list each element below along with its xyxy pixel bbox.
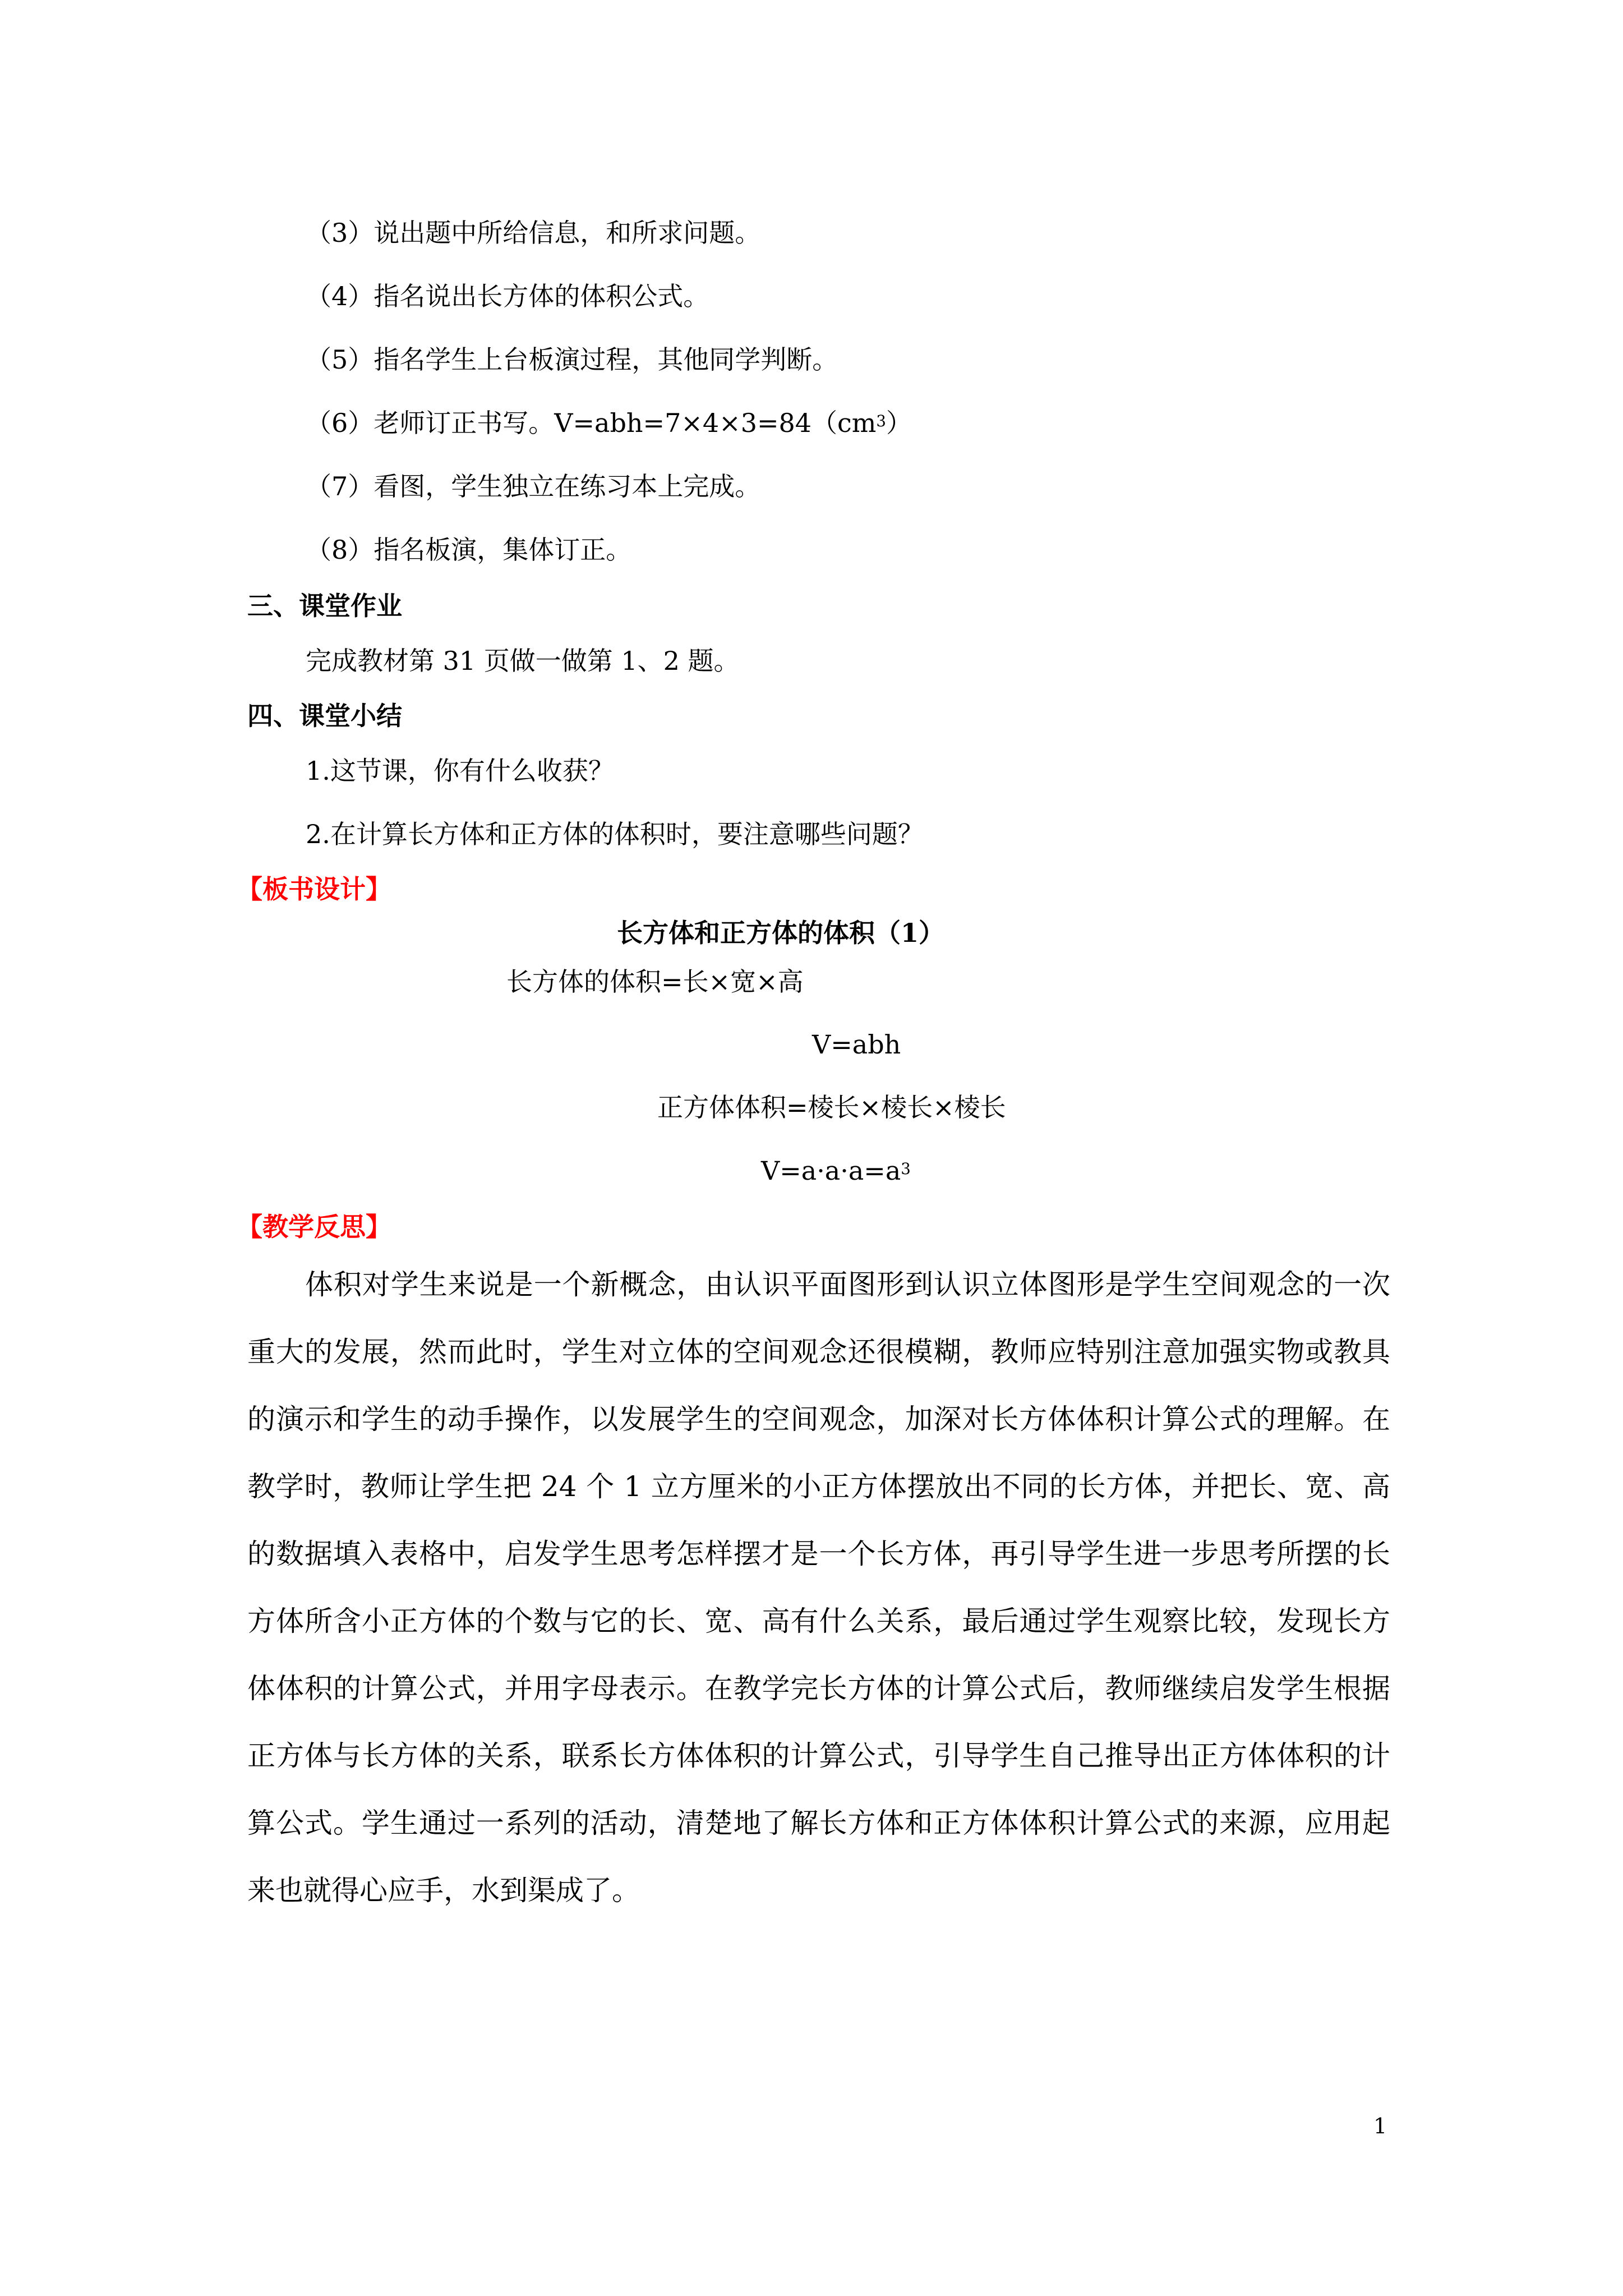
step-6-close: ） xyxy=(886,408,912,438)
reflection-line: 的数据填入表格中，启发学生思考怎样摆才是一个长方体，再引导学生进一步思考所摆的长 xyxy=(247,1538,1390,1570)
step-6 xyxy=(306,406,912,440)
step-3: （3）说出题中所给信息，和所求问题。 xyxy=(306,218,761,248)
page-number: 1 xyxy=(1373,2114,1387,2138)
reflection-line: 算公式。学生通过一系列的活动，清楚地了解长方体和正方体体积计算公式的来源，应用起 xyxy=(247,1807,1390,1839)
reflection-line: 教学时，教师让学生把 24 个 1 立方厘米的小正方体摆放出不同的长方体，并把长、宽、高 xyxy=(247,1470,1390,1503)
reflection-label: 【教学反思】 xyxy=(237,1212,391,1242)
step-6-text: （6）老师订正书写。V=abh=7×4×3=84（cm xyxy=(306,408,877,438)
step-5: （5）指名学生上台板演过程，其他同学判断。 xyxy=(306,344,838,375)
reflection-line: 体积对学生来说是一个新概念，由认识平面图形到认识立体图形是学生空间观念的一次 xyxy=(305,1268,1390,1301)
section-3-text: 完成教材第 31 页做一做第 1、2 题。 xyxy=(306,646,740,676)
step-4: （4）指名说出长方体的体积公式。 xyxy=(306,281,709,311)
reflection-paragraph xyxy=(247,1251,1390,1924)
board-cube-symbolic-text: V=a·a·a=a xyxy=(761,1156,901,1186)
board-cube-formula: 正方体体积=棱长×棱长×棱长 xyxy=(657,1092,1006,1122)
step-8: （8）指名板演，集体订正。 xyxy=(306,535,632,565)
board-design-label: 【板书设计】 xyxy=(237,874,391,904)
reflection-line: 来也就得心应手，水到渠成了。 xyxy=(247,1874,640,1907)
step-6-superscript: 3 xyxy=(876,412,886,431)
board-cuboid-formula: 长方体的体积=长×宽×高 xyxy=(506,967,804,997)
summary-item-2: 2.在计算长方体和正方体的体积时，要注意哪些问题？ xyxy=(306,819,924,849)
reflection-line: 重大的发展，然而此时，学生对立体的空间观念还很模糊，教师应特别注意加强实物或教具 xyxy=(247,1336,1390,1368)
reflection-line: 的演示和学生的动手操作，以发展学生的空间观念，加深对长方体体积计算公式的理解。在 xyxy=(247,1403,1390,1435)
board-cube-symbolic xyxy=(761,1154,911,1188)
section-4-heading: 四、课堂小结 xyxy=(247,701,402,731)
step-7: （7）看图，学生独立在练习本上完成。 xyxy=(306,471,761,501)
board-cuboid-symbolic: V=abh xyxy=(812,1029,901,1060)
reflection-line: 正方体与长方体的关系，联系长方体体积的计算公式，引导学生自己推导出正方体体积的计 xyxy=(247,1740,1390,1772)
summary-item-1: 1.这节课，你有什么收获？ xyxy=(306,756,614,786)
reflection-line: 方体所含小正方体的个数与它的长、宽、高有什么关系，最后通过学生观察比较，发现长方 xyxy=(247,1605,1390,1637)
board-cube-superscript: 3 xyxy=(901,1159,911,1179)
reflection-line: 体体积的计算公式，并用字母表示。在教学完长方体的计算公式后，教师继续启发学生根据 xyxy=(247,1672,1390,1705)
board-title: 长方体和正方体的体积（1） xyxy=(617,918,945,948)
section-3-heading: 三、课堂作业 xyxy=(247,591,402,621)
